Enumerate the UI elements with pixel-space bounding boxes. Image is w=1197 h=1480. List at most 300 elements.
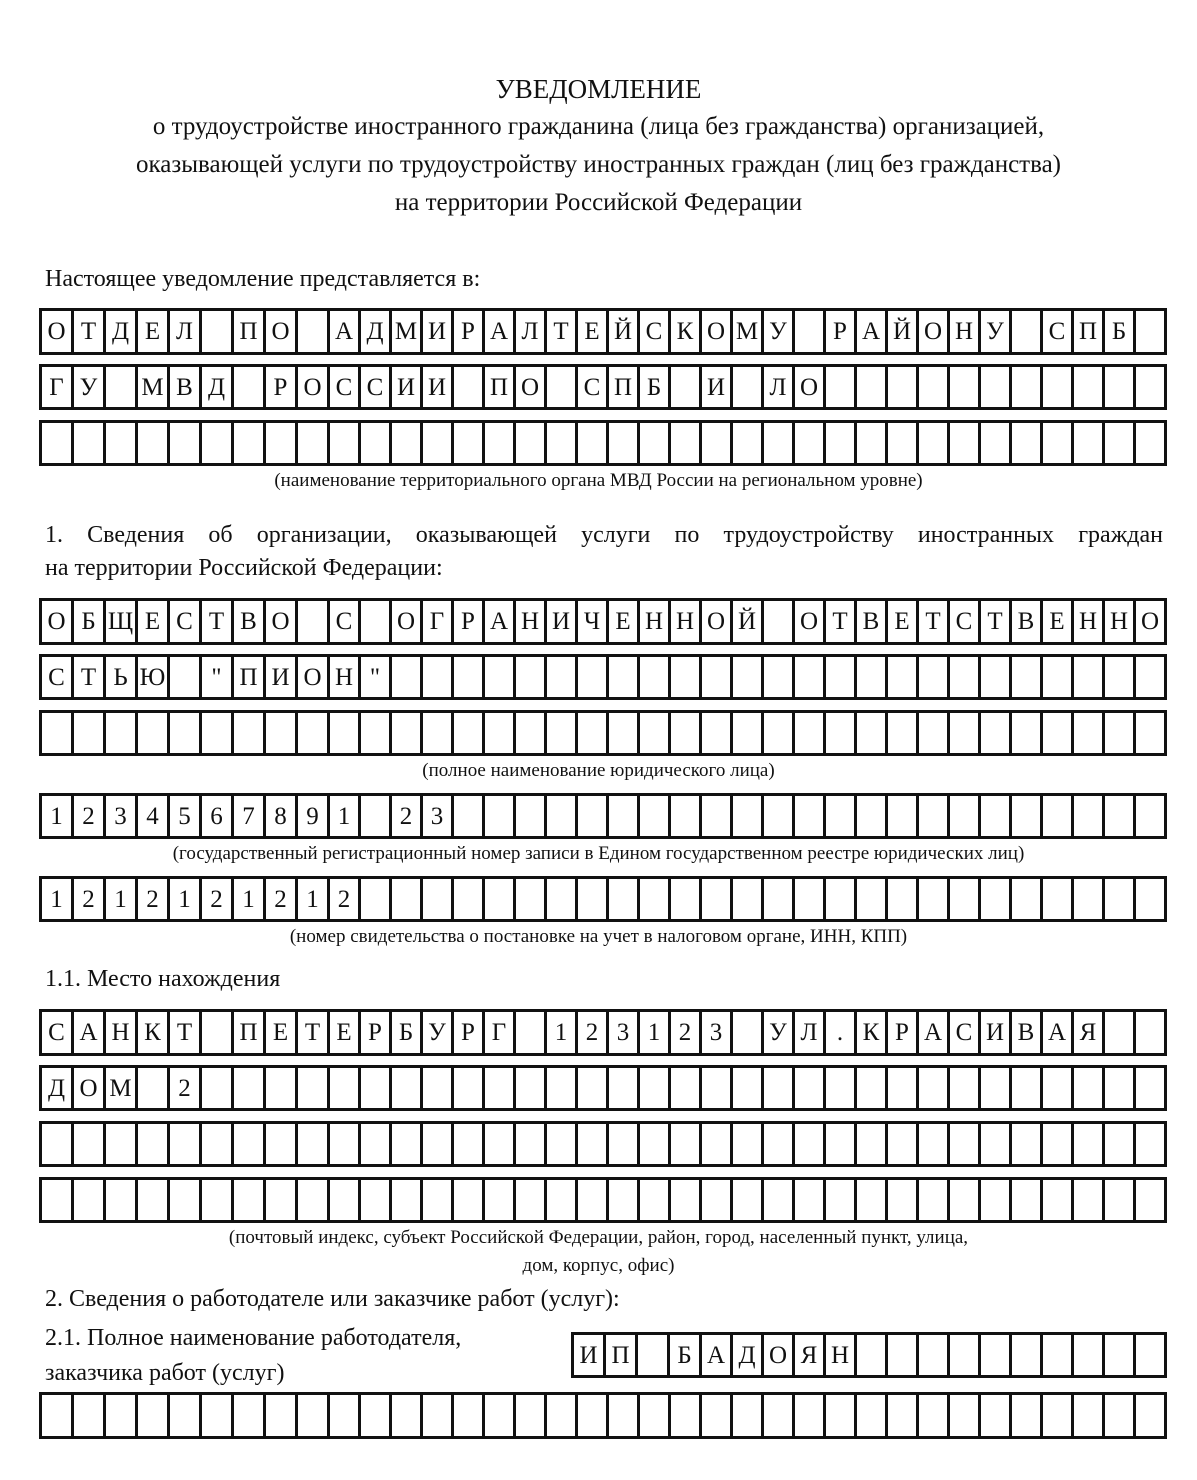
char-cell[interactable] bbox=[919, 796, 950, 836]
char-cell[interactable] bbox=[516, 1395, 547, 1436]
char-cell[interactable]: Е bbox=[888, 601, 919, 642]
char-cell[interactable]: Д bbox=[106, 311, 138, 352]
address-field-row-3[interactable] bbox=[39, 1121, 1167, 1167]
char-cell[interactable] bbox=[138, 1180, 170, 1220]
char-cell[interactable]: У bbox=[764, 311, 795, 352]
char-cell[interactable]: У bbox=[764, 1012, 795, 1053]
char-cell[interactable] bbox=[138, 1124, 170, 1164]
char-cell[interactable] bbox=[578, 1395, 609, 1436]
char-cell[interactable] bbox=[1043, 879, 1074, 919]
char-cell[interactable] bbox=[1136, 1124, 1167, 1164]
char-cell[interactable] bbox=[826, 367, 857, 407]
char-cell[interactable] bbox=[702, 1395, 733, 1436]
char-cell[interactable] bbox=[1012, 1180, 1043, 1220]
char-cell[interactable] bbox=[454, 657, 485, 697]
char-cell[interactable] bbox=[1012, 1335, 1043, 1375]
char-cell[interactable]: О bbox=[795, 601, 826, 642]
char-cell[interactable] bbox=[392, 1124, 423, 1164]
address-field-row-4[interactable] bbox=[39, 1177, 1167, 1223]
char-cell[interactable] bbox=[516, 713, 547, 753]
char-cell[interactable]: Е bbox=[266, 1012, 298, 1053]
char-cell[interactable] bbox=[1136, 796, 1167, 836]
char-cell[interactable]: М bbox=[138, 367, 170, 407]
char-cell[interactable] bbox=[578, 1180, 609, 1220]
char-cell[interactable]: О bbox=[42, 311, 74, 352]
char-cell[interactable] bbox=[888, 1124, 919, 1164]
char-cell[interactable]: Л bbox=[795, 1012, 826, 1053]
char-cell[interactable]: Д bbox=[202, 367, 234, 407]
char-cell[interactable] bbox=[361, 601, 392, 642]
char-cell[interactable] bbox=[950, 1068, 981, 1108]
char-cell[interactable] bbox=[298, 423, 330, 463]
char-cell[interactable]: С bbox=[361, 367, 392, 407]
char-cell[interactable] bbox=[826, 879, 857, 919]
char-cell[interactable] bbox=[547, 423, 578, 463]
char-cell[interactable] bbox=[1136, 1012, 1167, 1053]
char-cell[interactable] bbox=[857, 1335, 888, 1375]
char-cell[interactable] bbox=[1012, 713, 1043, 753]
char-cell[interactable]: И bbox=[266, 657, 298, 697]
char-cell[interactable] bbox=[106, 367, 138, 407]
char-cell[interactable] bbox=[764, 423, 795, 463]
char-cell[interactable]: Д bbox=[42, 1068, 74, 1108]
char-cell[interactable] bbox=[950, 1180, 981, 1220]
char-cell[interactable]: 1 bbox=[170, 879, 202, 919]
char-cell[interactable]: 3 bbox=[702, 1012, 733, 1053]
char-cell[interactable]: " bbox=[202, 657, 234, 697]
char-cell[interactable] bbox=[950, 1124, 981, 1164]
char-cell[interactable] bbox=[826, 796, 857, 836]
char-cell[interactable]: А bbox=[1043, 1012, 1074, 1053]
char-cell[interactable]: Т bbox=[202, 601, 234, 642]
char-cell[interactable]: П bbox=[1074, 311, 1105, 352]
char-cell[interactable]: Б bbox=[640, 367, 671, 407]
char-cell[interactable] bbox=[640, 1068, 671, 1108]
char-cell[interactable] bbox=[202, 1395, 234, 1436]
ogrn-field[interactable] bbox=[39, 793, 1167, 839]
char-cell[interactable]: П bbox=[234, 657, 266, 697]
char-cell[interactable] bbox=[764, 1395, 795, 1436]
char-cell[interactable] bbox=[640, 1124, 671, 1164]
char-cell[interactable]: Е bbox=[1043, 601, 1074, 642]
char-cell[interactable]: П bbox=[606, 1335, 638, 1375]
char-cell[interactable]: О bbox=[42, 601, 74, 642]
char-cell[interactable] bbox=[1136, 367, 1167, 407]
char-cell[interactable]: И bbox=[547, 601, 578, 642]
char-cell[interactable] bbox=[919, 1180, 950, 1220]
char-cell[interactable] bbox=[234, 1180, 266, 1220]
char-cell[interactable] bbox=[392, 1395, 423, 1436]
char-cell[interactable] bbox=[795, 423, 826, 463]
char-cell[interactable] bbox=[671, 713, 702, 753]
char-cell[interactable]: О bbox=[795, 367, 826, 407]
char-cell[interactable] bbox=[640, 796, 671, 836]
char-cell[interactable] bbox=[640, 657, 671, 697]
char-cell[interactable] bbox=[170, 1395, 202, 1436]
char-cell[interactable] bbox=[516, 1068, 547, 1108]
char-cell[interactable] bbox=[1136, 657, 1167, 697]
char-cell[interactable] bbox=[857, 1395, 888, 1436]
char-cell[interactable] bbox=[423, 423, 454, 463]
char-cell[interactable] bbox=[1105, 1068, 1136, 1108]
char-cell[interactable] bbox=[1105, 1335, 1136, 1375]
char-cell[interactable]: С bbox=[578, 367, 609, 407]
char-cell[interactable] bbox=[266, 423, 298, 463]
char-cell[interactable] bbox=[640, 423, 671, 463]
char-cell[interactable]: С bbox=[330, 367, 361, 407]
char-cell[interactable]: Й bbox=[609, 311, 640, 352]
char-cell[interactable]: Л bbox=[764, 367, 795, 407]
char-cell[interactable]: 2 bbox=[74, 796, 106, 836]
char-cell[interactable]: Д bbox=[733, 1335, 764, 1375]
char-cell[interactable] bbox=[485, 879, 516, 919]
char-cell[interactable]: 3 bbox=[609, 1012, 640, 1053]
char-cell[interactable]: О bbox=[516, 367, 547, 407]
char-cell[interactable] bbox=[764, 1068, 795, 1108]
char-cell[interactable]: И bbox=[423, 367, 454, 407]
char-cell[interactable] bbox=[547, 713, 578, 753]
authority-field-row-1[interactable] bbox=[39, 308, 1167, 355]
char-cell[interactable]: 2 bbox=[202, 879, 234, 919]
char-cell[interactable]: И bbox=[423, 311, 454, 352]
char-cell[interactable] bbox=[733, 1124, 764, 1164]
char-cell[interactable] bbox=[1136, 1068, 1167, 1108]
char-cell[interactable] bbox=[202, 1068, 234, 1108]
char-cell[interactable] bbox=[74, 1180, 106, 1220]
char-cell[interactable] bbox=[702, 1068, 733, 1108]
char-cell[interactable] bbox=[795, 657, 826, 697]
char-cell[interactable] bbox=[1136, 423, 1167, 463]
char-cell[interactable] bbox=[857, 1180, 888, 1220]
char-cell[interactable]: 1 bbox=[547, 1012, 578, 1053]
char-cell[interactable] bbox=[950, 796, 981, 836]
char-cell[interactable]: Н bbox=[106, 1012, 138, 1053]
char-cell[interactable]: Г bbox=[42, 367, 74, 407]
char-cell[interactable] bbox=[234, 1395, 266, 1436]
char-cell[interactable] bbox=[202, 1180, 234, 1220]
char-cell[interactable] bbox=[516, 657, 547, 697]
char-cell[interactable] bbox=[454, 879, 485, 919]
char-cell[interactable] bbox=[330, 1068, 361, 1108]
char-cell[interactable] bbox=[888, 713, 919, 753]
char-cell[interactable] bbox=[1043, 1124, 1074, 1164]
char-cell[interactable]: П bbox=[609, 367, 640, 407]
char-cell[interactable] bbox=[888, 1395, 919, 1436]
char-cell[interactable] bbox=[578, 796, 609, 836]
char-cell[interactable] bbox=[640, 1395, 671, 1436]
char-cell[interactable] bbox=[234, 367, 266, 407]
char-cell[interactable] bbox=[234, 1124, 266, 1164]
char-cell[interactable] bbox=[266, 1395, 298, 1436]
char-cell[interactable] bbox=[454, 367, 485, 407]
char-cell[interactable] bbox=[1012, 311, 1043, 352]
char-cell[interactable] bbox=[1043, 713, 1074, 753]
char-cell[interactable]: Н bbox=[1074, 601, 1105, 642]
char-cell[interactable]: 2 bbox=[266, 879, 298, 919]
char-cell[interactable] bbox=[640, 713, 671, 753]
char-cell[interactable] bbox=[361, 423, 392, 463]
char-cell[interactable] bbox=[981, 423, 1012, 463]
char-cell[interactable] bbox=[919, 879, 950, 919]
char-cell[interactable] bbox=[702, 879, 733, 919]
char-cell[interactable] bbox=[298, 713, 330, 753]
char-cell[interactable] bbox=[42, 1180, 74, 1220]
char-cell[interactable]: М bbox=[733, 311, 764, 352]
char-cell[interactable]: 1 bbox=[42, 879, 74, 919]
char-cell[interactable] bbox=[1012, 1395, 1043, 1436]
char-cell[interactable] bbox=[733, 713, 764, 753]
char-cell[interactable]: И bbox=[574, 1335, 606, 1375]
char-cell[interactable]: О bbox=[1136, 601, 1167, 642]
char-cell[interactable] bbox=[671, 657, 702, 697]
char-cell[interactable] bbox=[981, 1180, 1012, 1220]
char-cell[interactable] bbox=[392, 1068, 423, 1108]
char-cell[interactable] bbox=[1043, 1395, 1074, 1436]
char-cell[interactable]: С bbox=[42, 657, 74, 697]
char-cell[interactable]: О bbox=[392, 601, 423, 642]
char-cell[interactable] bbox=[1012, 796, 1043, 836]
char-cell[interactable] bbox=[981, 1068, 1012, 1108]
char-cell[interactable] bbox=[702, 1180, 733, 1220]
char-cell[interactable] bbox=[170, 423, 202, 463]
char-cell[interactable] bbox=[795, 1068, 826, 1108]
char-cell[interactable]: 3 bbox=[106, 796, 138, 836]
char-cell[interactable]: 2 bbox=[330, 879, 361, 919]
char-cell[interactable] bbox=[234, 713, 266, 753]
char-cell[interactable] bbox=[826, 713, 857, 753]
char-cell[interactable]: О bbox=[298, 657, 330, 697]
char-cell[interactable] bbox=[764, 1124, 795, 1164]
char-cell[interactable]: О bbox=[702, 311, 733, 352]
char-cell[interactable] bbox=[266, 1180, 298, 1220]
char-cell[interactable]: В bbox=[1012, 1012, 1043, 1053]
address-field-row-1[interactable] bbox=[39, 1009, 1167, 1056]
char-cell[interactable]: В bbox=[1012, 601, 1043, 642]
char-cell[interactable] bbox=[764, 796, 795, 836]
char-cell[interactable]: О bbox=[919, 311, 950, 352]
char-cell[interactable]: Н bbox=[516, 601, 547, 642]
char-cell[interactable] bbox=[516, 423, 547, 463]
char-cell[interactable] bbox=[1105, 657, 1136, 697]
char-cell[interactable] bbox=[981, 796, 1012, 836]
char-cell[interactable] bbox=[361, 1068, 392, 1108]
char-cell[interactable] bbox=[454, 1180, 485, 1220]
char-cell[interactable] bbox=[671, 1124, 702, 1164]
char-cell[interactable]: Ч bbox=[578, 601, 609, 642]
char-cell[interactable] bbox=[950, 1335, 981, 1375]
char-cell[interactable] bbox=[1105, 1395, 1136, 1436]
char-cell[interactable] bbox=[170, 1124, 202, 1164]
char-cell[interactable] bbox=[547, 796, 578, 836]
char-cell[interactable]: Н bbox=[1105, 601, 1136, 642]
char-cell[interactable]: 2 bbox=[138, 879, 170, 919]
char-cell[interactable] bbox=[764, 879, 795, 919]
char-cell[interactable] bbox=[423, 713, 454, 753]
char-cell[interactable] bbox=[1136, 311, 1167, 352]
char-cell[interactable] bbox=[1074, 1395, 1105, 1436]
char-cell[interactable] bbox=[888, 367, 919, 407]
char-cell[interactable] bbox=[74, 1395, 106, 1436]
char-cell[interactable]: 2 bbox=[392, 796, 423, 836]
char-cell[interactable]: 9 bbox=[298, 796, 330, 836]
employer-name-field-row-2[interactable] bbox=[39, 1392, 1167, 1439]
char-cell[interactable]: 2 bbox=[170, 1068, 202, 1108]
char-cell[interactable] bbox=[702, 1124, 733, 1164]
char-cell[interactable] bbox=[361, 1395, 392, 1436]
char-cell[interactable] bbox=[919, 423, 950, 463]
org-name-field-row-2[interactable] bbox=[39, 654, 1167, 700]
char-cell[interactable] bbox=[266, 713, 298, 753]
char-cell[interactable] bbox=[516, 1012, 547, 1053]
char-cell[interactable]: А bbox=[857, 311, 888, 352]
char-cell[interactable] bbox=[138, 713, 170, 753]
char-cell[interactable] bbox=[671, 879, 702, 919]
char-cell[interactable] bbox=[485, 423, 516, 463]
char-cell[interactable]: Н bbox=[640, 601, 671, 642]
char-cell[interactable]: А bbox=[485, 311, 516, 352]
char-cell[interactable] bbox=[795, 796, 826, 836]
char-cell[interactable] bbox=[733, 879, 764, 919]
char-cell[interactable] bbox=[919, 1124, 950, 1164]
char-cell[interactable]: А bbox=[919, 1012, 950, 1053]
char-cell[interactable]: Т bbox=[170, 1012, 202, 1053]
char-cell[interactable] bbox=[106, 1395, 138, 1436]
char-cell[interactable] bbox=[702, 657, 733, 697]
char-cell[interactable]: Б bbox=[74, 601, 106, 642]
char-cell[interactable]: 2 bbox=[671, 1012, 702, 1053]
char-cell[interactable] bbox=[392, 879, 423, 919]
char-cell[interactable] bbox=[138, 1068, 170, 1108]
char-cell[interactable] bbox=[392, 1180, 423, 1220]
char-cell[interactable] bbox=[516, 879, 547, 919]
char-cell[interactable]: С bbox=[950, 601, 981, 642]
char-cell[interactable] bbox=[516, 1180, 547, 1220]
char-cell[interactable] bbox=[1074, 1335, 1105, 1375]
char-cell[interactable]: Б bbox=[670, 1335, 702, 1375]
char-cell[interactable] bbox=[1074, 1068, 1105, 1108]
char-cell[interactable] bbox=[981, 1395, 1012, 1436]
char-cell[interactable] bbox=[857, 796, 888, 836]
char-cell[interactable] bbox=[485, 713, 516, 753]
char-cell[interactable] bbox=[454, 796, 485, 836]
char-cell[interactable]: Ь bbox=[106, 657, 138, 697]
authority-field-row-2[interactable] bbox=[39, 364, 1167, 410]
char-cell[interactable]: Р bbox=[826, 311, 857, 352]
char-cell[interactable] bbox=[888, 1068, 919, 1108]
char-cell[interactable]: У bbox=[981, 311, 1012, 352]
char-cell[interactable]: М bbox=[392, 311, 423, 352]
char-cell[interactable]: Ю bbox=[138, 657, 170, 697]
char-cell[interactable]: О bbox=[298, 367, 330, 407]
char-cell[interactable] bbox=[950, 367, 981, 407]
char-cell[interactable] bbox=[609, 657, 640, 697]
char-cell[interactable]: " bbox=[361, 657, 392, 697]
char-cell[interactable]: А bbox=[702, 1335, 733, 1375]
char-cell[interactable]: К bbox=[138, 1012, 170, 1053]
char-cell[interactable] bbox=[485, 1395, 516, 1436]
char-cell[interactable] bbox=[485, 796, 516, 836]
char-cell[interactable] bbox=[1043, 423, 1074, 463]
char-cell[interactable] bbox=[950, 1395, 981, 1436]
char-cell[interactable] bbox=[578, 1068, 609, 1108]
char-cell[interactable] bbox=[888, 796, 919, 836]
char-cell[interactable] bbox=[1074, 423, 1105, 463]
char-cell[interactable] bbox=[981, 1335, 1012, 1375]
char-cell[interactable] bbox=[547, 879, 578, 919]
char-cell[interactable] bbox=[392, 713, 423, 753]
char-cell[interactable]: Н bbox=[330, 657, 361, 697]
char-cell[interactable]: 3 bbox=[423, 796, 454, 836]
char-cell[interactable] bbox=[1105, 1124, 1136, 1164]
char-cell[interactable] bbox=[733, 1012, 764, 1053]
char-cell[interactable] bbox=[170, 713, 202, 753]
char-cell[interactable] bbox=[423, 1395, 454, 1436]
char-cell[interactable] bbox=[202, 311, 234, 352]
char-cell[interactable] bbox=[106, 1180, 138, 1220]
char-cell[interactable] bbox=[795, 311, 826, 352]
char-cell[interactable] bbox=[547, 367, 578, 407]
char-cell[interactable] bbox=[919, 1335, 950, 1375]
char-cell[interactable]: Т bbox=[919, 601, 950, 642]
char-cell[interactable] bbox=[609, 423, 640, 463]
char-cell[interactable] bbox=[764, 713, 795, 753]
char-cell[interactable] bbox=[361, 1180, 392, 1220]
char-cell[interactable] bbox=[74, 1124, 106, 1164]
org-name-field-row-1[interactable] bbox=[39, 598, 1167, 645]
char-cell[interactable]: Я bbox=[795, 1335, 826, 1375]
char-cell[interactable]: 2 bbox=[74, 879, 106, 919]
char-cell[interactable] bbox=[795, 1395, 826, 1436]
char-cell[interactable] bbox=[826, 657, 857, 697]
char-cell[interactable] bbox=[1074, 796, 1105, 836]
char-cell[interactable] bbox=[702, 713, 733, 753]
char-cell[interactable] bbox=[1105, 1180, 1136, 1220]
char-cell[interactable] bbox=[1043, 1068, 1074, 1108]
char-cell[interactable]: Р bbox=[454, 311, 485, 352]
char-cell[interactable]: С bbox=[640, 311, 671, 352]
char-cell[interactable]: Е bbox=[138, 311, 170, 352]
char-cell[interactable]: П bbox=[234, 311, 266, 352]
char-cell[interactable]: В bbox=[170, 367, 202, 407]
employer-name-field-row-1[interactable] bbox=[571, 1332, 1167, 1378]
char-cell[interactable] bbox=[1074, 1124, 1105, 1164]
char-cell[interactable] bbox=[485, 1124, 516, 1164]
char-cell[interactable]: С bbox=[170, 601, 202, 642]
char-cell[interactable] bbox=[1105, 879, 1136, 919]
char-cell[interactable] bbox=[266, 1068, 298, 1108]
char-cell[interactable] bbox=[1105, 1012, 1136, 1053]
char-cell[interactable] bbox=[950, 879, 981, 919]
char-cell[interactable] bbox=[1074, 367, 1105, 407]
char-cell[interactable] bbox=[1136, 1180, 1167, 1220]
char-cell[interactable]: Е bbox=[330, 1012, 361, 1053]
char-cell[interactable] bbox=[423, 1180, 454, 1220]
char-cell[interactable]: А bbox=[330, 311, 361, 352]
char-cell[interactable] bbox=[1074, 657, 1105, 697]
char-cell[interactable]: Р bbox=[888, 1012, 919, 1053]
char-cell[interactable]: П bbox=[485, 367, 516, 407]
char-cell[interactable] bbox=[919, 1068, 950, 1108]
char-cell[interactable] bbox=[516, 1124, 547, 1164]
char-cell[interactable] bbox=[1105, 423, 1136, 463]
char-cell[interactable] bbox=[795, 1124, 826, 1164]
char-cell[interactable]: 5 bbox=[170, 796, 202, 836]
char-cell[interactable] bbox=[1012, 423, 1043, 463]
char-cell[interactable] bbox=[578, 713, 609, 753]
char-cell[interactable] bbox=[888, 879, 919, 919]
char-cell[interactable]: Р bbox=[361, 1012, 392, 1053]
char-cell[interactable]: Е bbox=[609, 601, 640, 642]
